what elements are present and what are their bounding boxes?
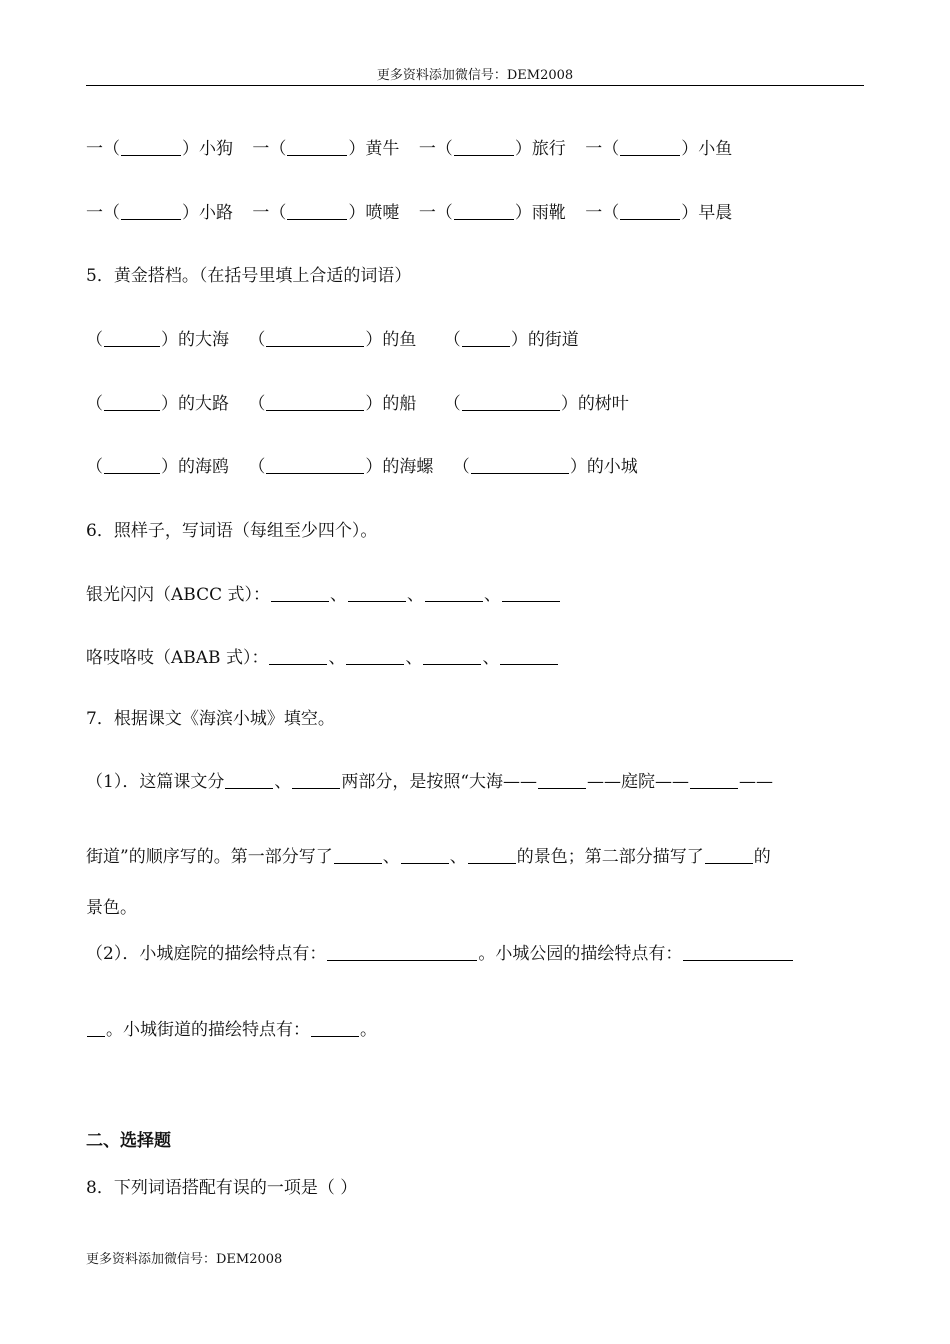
answer-blank[interactable]: [500, 646, 558, 665]
q4-word: 黄牛: [365, 139, 400, 159]
answer-blank[interactable]: [471, 455, 569, 474]
q8-title: 8．下列词语搭配有误的一项是（ ）: [86, 1178, 358, 1198]
answer-blank[interactable]: [346, 646, 404, 665]
answer-blank[interactable]: [269, 646, 327, 665]
answer-blank[interactable]: [87, 1018, 105, 1037]
q6-line-2: 咯吱咯吱（ABAB 式）： 、 、 、: [86, 646, 559, 670]
q4-word: 喷嚏: [365, 203, 400, 223]
answer-blank[interactable]: [538, 770, 586, 789]
answer-blank[interactable]: [462, 328, 510, 347]
answer-blank[interactable]: [502, 583, 560, 602]
answer-blank[interactable]: [683, 942, 793, 961]
answer-blank[interactable]: [266, 455, 364, 474]
answer-blank[interactable]: [401, 845, 449, 864]
answer-blank[interactable]: [266, 392, 364, 411]
answer-blank[interactable]: [620, 201, 680, 220]
answer-blank[interactable]: [425, 583, 483, 602]
page-footer: 更多资料添加微信号：DEM2008: [86, 1252, 283, 1267]
answer-blank[interactable]: [690, 770, 738, 789]
answer-blank[interactable]: [104, 392, 160, 411]
q7-part-2-line-2: 。小城街道的描绘特点有： 。: [86, 1018, 377, 1042]
answer-blank[interactable]: [266, 328, 364, 347]
answer-blank[interactable]: [287, 201, 347, 220]
q5-row-1: （ ）的大海 （ ）的鱼 （ ）的街道: [86, 330, 579, 350]
q7-part-1-line-3: 景色。: [86, 898, 137, 918]
answer-blank[interactable]: [423, 646, 481, 665]
answer-blank[interactable]: [468, 845, 516, 864]
answer-blank[interactable]: [462, 392, 560, 411]
answer-blank[interactable]: [348, 583, 406, 602]
q6-line-1: 银光闪闪（ABCC 式）： 、 、 、: [86, 583, 561, 607]
answer-blank[interactable]: [327, 942, 477, 961]
q6-title: 6．照样子，写词语（每组至少四个）。: [86, 521, 378, 541]
answer-blank[interactable]: [454, 201, 514, 220]
q5-row-3: （ ）的海鸥 （ ）的海螺 （ ）的小城: [86, 457, 638, 477]
answer-blank[interactable]: [104, 328, 160, 347]
q7-part-1-line-2: 街道”的顺序写的。第一部分写了 、 、 的景色；第二部分描写了 的: [86, 847, 771, 867]
q4-word: 小鱼: [698, 139, 733, 159]
answer-blank[interactable]: [271, 583, 329, 602]
q5-row-2: （ ）的大路 （ ）的船 （ ）的树叶: [86, 394, 629, 414]
answer-blank[interactable]: [287, 137, 347, 156]
q4-row-1: 一（ ）小狗 一（ ）黄牛 一（ ）旅行 一（ ）小鱼: [86, 139, 733, 159]
q4-word: 雨靴: [531, 203, 566, 223]
q4-word: 小路: [199, 203, 233, 223]
q7-title: 7．根据课文《海滨小城》填空。: [86, 709, 335, 729]
answer-blank[interactable]: [334, 845, 382, 864]
q7-part-2-line-1: （2）．小城庭院的描绘特点有： 。小城公园的描绘特点有：: [86, 942, 794, 966]
answer-blank[interactable]: [104, 455, 160, 474]
q5-title: 5．黄金搭档。（在括号里填上合适的词语）: [86, 266, 412, 286]
answer-blank[interactable]: [292, 770, 340, 789]
q4-word: 小狗: [199, 139, 233, 159]
answer-blank[interactable]: [705, 845, 753, 864]
answer-blank[interactable]: [121, 201, 181, 220]
q4-word: 早晨: [698, 203, 733, 223]
q4-row-2: 一（ ）小路 一（ ）喷嚏 一（ ）雨靴 一（ ）早晨: [86, 203, 733, 223]
answer-blank[interactable]: [454, 137, 514, 156]
q4-word: 旅行: [531, 139, 566, 159]
answer-blank[interactable]: [225, 770, 273, 789]
answer-blank[interactable]: [311, 1018, 359, 1037]
section-2-title: 二、选择题: [86, 1131, 171, 1151]
header-rule: [86, 85, 864, 86]
answer-blank[interactable]: [121, 137, 181, 156]
answer-blank[interactable]: [620, 137, 680, 156]
q7-part-1-line-1: （1）．这篇课文分 、 两部分，是按照“大海—— ——庭院—— ——: [86, 772, 774, 792]
page-header: 更多资料添加微信号：DEM2008: [376, 68, 574, 83]
